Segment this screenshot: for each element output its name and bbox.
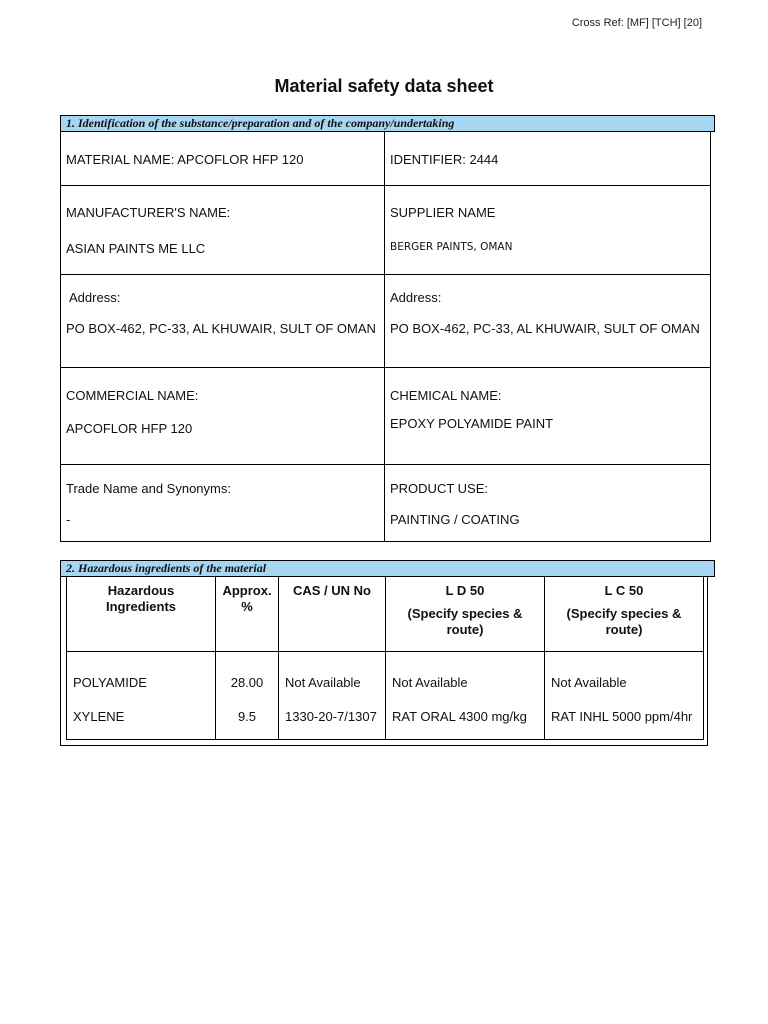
trade-name-value: -: [66, 512, 71, 527]
supplier-address-label: Address:: [390, 290, 442, 305]
lc50-cell: Not Available: [545, 652, 704, 696]
trade-name-cell: [61, 465, 385, 542]
table-row: [67, 652, 704, 696]
table-row: [67, 695, 704, 740]
supplier-value: BERGER PAINTS, OMAN: [390, 241, 513, 253]
material-name-cell: [61, 132, 385, 186]
ld50-cell: Not Available: [386, 652, 545, 696]
section-2-heading: 2. Hazardous ingredients of the material: [60, 560, 715, 577]
lc50-cell: RAT INHL 5000 ppm/4hr: [545, 695, 704, 740]
cas-cell: Not Available: [279, 652, 386, 696]
manufacturer-address-value: PO BOX-462, PC-33, AL KHUWAIR, SULT OF OMAN: [66, 321, 376, 336]
document-title: Material safety data sheet: [274, 76, 494, 96]
cas-cell: 1330-20-7/1307: [279, 695, 386, 740]
manufacturer-value: ASIAN PAINTS ME LLC: [66, 241, 206, 256]
approx-cell: 28.00: [216, 652, 279, 696]
ingredient-cell: POLYAMIDE: [67, 652, 216, 696]
supplier-address-value: PO BOX-462, PC-33, AL KHUWAIR, SULT OF OMAN: [390, 321, 700, 336]
manufacturer-label: MANUFACTURER'S NAME:: [66, 205, 231, 220]
commercial-name-label: COMMERCIAL NAME:: [66, 388, 199, 403]
cross-reference: Cross Ref: [MF] [TCH] [20]: [571, 17, 702, 29]
manufacturer-cell: [61, 186, 385, 275]
material-name: MATERIAL NAME: APCOFLOR HFP 120: [66, 152, 304, 167]
header-cas: CAS / UN No: [279, 577, 386, 652]
commercial-name-value: APCOFLOR HFP 120: [66, 421, 193, 436]
supplier-address-cell: [385, 275, 711, 368]
header-approx: Approx. %: [216, 577, 279, 652]
product-use-label: PRODUCT USE:: [390, 481, 488, 496]
product-use-cell: [385, 465, 711, 542]
lc50-subtitle: (Specify species & route): [566, 606, 682, 637]
identification-table: [60, 131, 711, 542]
hazardous-ingredients-table: [66, 576, 704, 740]
chemical-name-value: EPOXY POLYAMIDE PAINT: [390, 416, 554, 431]
header-lc50: [545, 577, 704, 652]
section-1-heading: 1. Identification of the substance/preparation and of the company/undertaking: [60, 115, 715, 132]
ld50-cell: RAT ORAL 4300 mg/kg: [386, 695, 545, 740]
chemical-name-label: CHEMICAL NAME:: [390, 388, 502, 403]
approx-cell: 9.5: [216, 695, 279, 740]
manufacturer-address-cell: [61, 275, 385, 368]
ld50-title: L D 50: [445, 583, 485, 598]
header-ingredient: Hazardous Ingredients: [67, 577, 216, 652]
supplier-cell: [385, 186, 711, 275]
manufacturer-address-label: Address:: [69, 290, 121, 305]
identifier-cell: [385, 132, 711, 186]
ingredient-cell: XYLENE: [67, 695, 216, 740]
commercial-name-cell: [61, 368, 385, 465]
identifier: IDENTIFIER: 2444: [390, 152, 499, 167]
product-use-value: PAINTING / COATING: [390, 512, 520, 527]
lc50-title: L C 50: [604, 583, 644, 598]
supplier-label: SUPPLIER NAME: [390, 205, 496, 220]
trade-name-label: Trade Name and Synonyms:: [66, 481, 231, 496]
header-ld50: [386, 577, 545, 652]
ld50-subtitle: (Specify species & route): [407, 606, 523, 637]
chemical-name-cell: [385, 368, 711, 465]
